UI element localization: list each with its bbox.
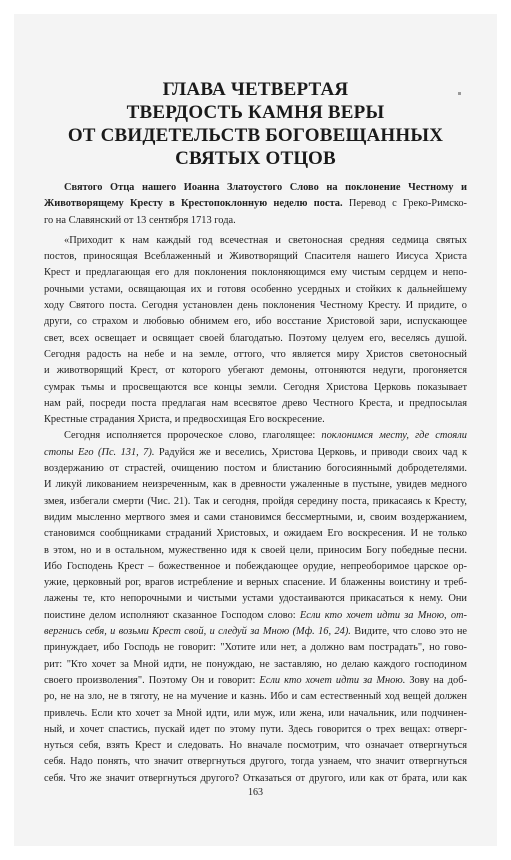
paragraph-line bbox=[44, 673, 467, 689]
text-run: Видите, что слово это не bbox=[350, 626, 467, 638]
paragraph-line: ный, и хочет спастись, пускай идет по этому пути. Здесь говорится о трех вещах: отверг- bbox=[44, 723, 467, 735]
paragraph-line: ро, не на зло, не в тяготу, не на мучение и казнь. Ибо и сам естественный ход вещей должен bbox=[44, 691, 467, 703]
chapter-heading bbox=[14, 78, 497, 170]
chapter-heading-line: ОТ СВИДЕТЕЛЬСТВ БОГОВЕЩАННЫХ bbox=[67, 125, 444, 146]
paragraph-line: воздержанию от страстей, очищению постом и блистанию богосияннымй добродетелями. bbox=[44, 463, 467, 475]
chapter-heading-line: ГЛАВА ЧЕТВЕРТАЯ bbox=[162, 79, 349, 100]
paragraph-line: в этом, но и в остальном, мужественно идя к своей цели, приносим Богу победные песни. bbox=[44, 544, 467, 556]
paragraph-line: рит: "Кто хочет за Мной идти, не понуждаю, не заставляю, но делаю каждого господином bbox=[44, 658, 467, 670]
paragraph-line: И ликуй ликованием неизреченным, как в древности ужаленные в пустыне, увидев медного bbox=[44, 479, 467, 491]
chapter-heading-line: СВЯТЫХ ОТЦОВ bbox=[175, 148, 336, 169]
text-run: Радуйся же и веселись, Христова Церковь, и приводи своих чад к bbox=[154, 446, 467, 458]
paragraph-line bbox=[44, 428, 467, 444]
intro-line: го на Славянский от 13 сентября 1713 года. bbox=[44, 214, 236, 226]
paragraph-line: и животворящий Крест, от которого убегают демоны, отгоняются недуги, прогоняется bbox=[44, 365, 467, 377]
chapter-heading-line: ТВЕРДОСТЬ КАМНЯ ВЕРЫ bbox=[126, 102, 385, 123]
intro-line bbox=[44, 196, 467, 212]
paragraph-line bbox=[44, 624, 467, 640]
text-run: поистине делом исполняют сказанное Господом слово: bbox=[44, 609, 300, 621]
paragraph-line: «Приходит к нам каждый год всечестная и светоносная средняя седмица святых bbox=[64, 234, 467, 246]
paragraph-line: змея, избегали смерти (Чис. 21). Так и сегодня, пройдя середину поста, прикасаясь к Кресту, bbox=[44, 495, 467, 507]
paragraph-line: Крестные страдания Христа, и предвосхищая Его воскресение. bbox=[44, 414, 325, 426]
body-text bbox=[44, 180, 467, 787]
intro-title: Животворящему Кресту в Крестопоклонную неделю поста. bbox=[44, 198, 343, 210]
paragraph-line: свет, всех освещает и освящает своей благодатью. Поэтому целуем его, веселясь душой. bbox=[44, 332, 467, 344]
paragraph-line bbox=[44, 445, 467, 461]
paragraph-line: себя. Что же значит отвергнуться другого? Отказаться от другого, или как от брата, или как bbox=[44, 772, 467, 784]
paragraph-line bbox=[44, 608, 467, 624]
scripture-quote: вергнись себя, и возьми Крест свой, и следуй за Мною (Мф. 16, 24). bbox=[44, 626, 351, 638]
text-run: Зову на доб- bbox=[405, 674, 467, 686]
intro-line bbox=[44, 180, 467, 196]
scripture-quote: поклонимся месту, где стояли bbox=[321, 430, 467, 442]
text-run: Сегодня исполняется пророческое слово, глаголящее: bbox=[64, 430, 322, 442]
intro-title: Святого Отца нашего Иоанна Златоустого Слово на поклонение Честному и bbox=[64, 182, 467, 193]
paragraph-line: себя. Надо понять, что значит отвергнуться другого, тогда узнаем, что значит отвергнуться bbox=[44, 756, 467, 768]
intro-note: Перевод с Греко-Римско- bbox=[342, 198, 467, 210]
paragraph-line: нам рай, посреди поста предлагая нам всесвятое древо Честного Креста, и предпосылая bbox=[44, 397, 467, 409]
paragraph-line: Сегодня радость на небе и на земле, оттого, что является миру Христов светоносный bbox=[44, 348, 467, 360]
scripture-quote: Если кто хочет идти за Мною, от- bbox=[299, 609, 467, 621]
page-number: 163 bbox=[248, 787, 263, 798]
paragraph-line: ходу Святого поста. Сегодня установлен день поклонения Честному Кресту. И придите, о bbox=[44, 300, 467, 312]
paragraph-line: Ибо Господень Крест – божественное и побеждающее орудие, непреоборимое царское ор- bbox=[44, 560, 467, 572]
paragraph-line: постов, приносящая Всеблаженный и Животворящий Спасителя нашего Иисуса Христа bbox=[44, 251, 467, 263]
paragraph-line: привлечь. Если кто хочет за Мной идти, или муж, или жена, или начальник, или подчинен- bbox=[44, 707, 467, 719]
paragraph-line: становимся сообщниками страданий Христовых, и ожидаем Его воскресения. И не только bbox=[44, 528, 467, 540]
paragraph-line: други, со страхом и любовью обнимем его, ибо восстание Христовой зари, испускающее bbox=[44, 316, 467, 328]
paragraph-line: видим мысленно мертвого змея и сами становимся бессмертными, и, своим воздержанием, bbox=[44, 511, 467, 523]
text-run: своего произволения". Поэтому Он и говорит: bbox=[44, 674, 260, 686]
paragraph-line: нуться себя, взять Крест и следовать. Но вначале посмотрим, что означает отвергнуться bbox=[44, 740, 467, 752]
paragraph-line: принуждает, ибо Господь не говорит: "Хотите или нет, а должно вам пострадать", но гово- bbox=[44, 642, 467, 654]
paragraph-line: ужие, церковный рог, врагов истребление и верных спасение. И блаженны воистину и треб- bbox=[44, 577, 467, 589]
scripture-quote: Если кто хочет идти за Мною. bbox=[259, 674, 406, 686]
paragraph-line: лажены те, кто непорочными и чистыми устами удостаиваются прикасаться к нему. Они bbox=[44, 593, 467, 605]
scripture-quote: стопы Его (Пс. 131, 7). bbox=[44, 446, 155, 458]
paragraph-line: Крест и предлагающая его для поклонения поклоняющимся ему чистым сердцем и непо- bbox=[44, 267, 467, 279]
paragraph-line: сумрак тьмы и просвещаются все концы земли. Сегодня Христова Церковь показывает bbox=[44, 381, 467, 393]
paragraph-line: рочными устами, освящающая их и готовя особенно усердных и стойких к дальнейшему bbox=[44, 283, 467, 295]
book-page bbox=[14, 14, 497, 846]
